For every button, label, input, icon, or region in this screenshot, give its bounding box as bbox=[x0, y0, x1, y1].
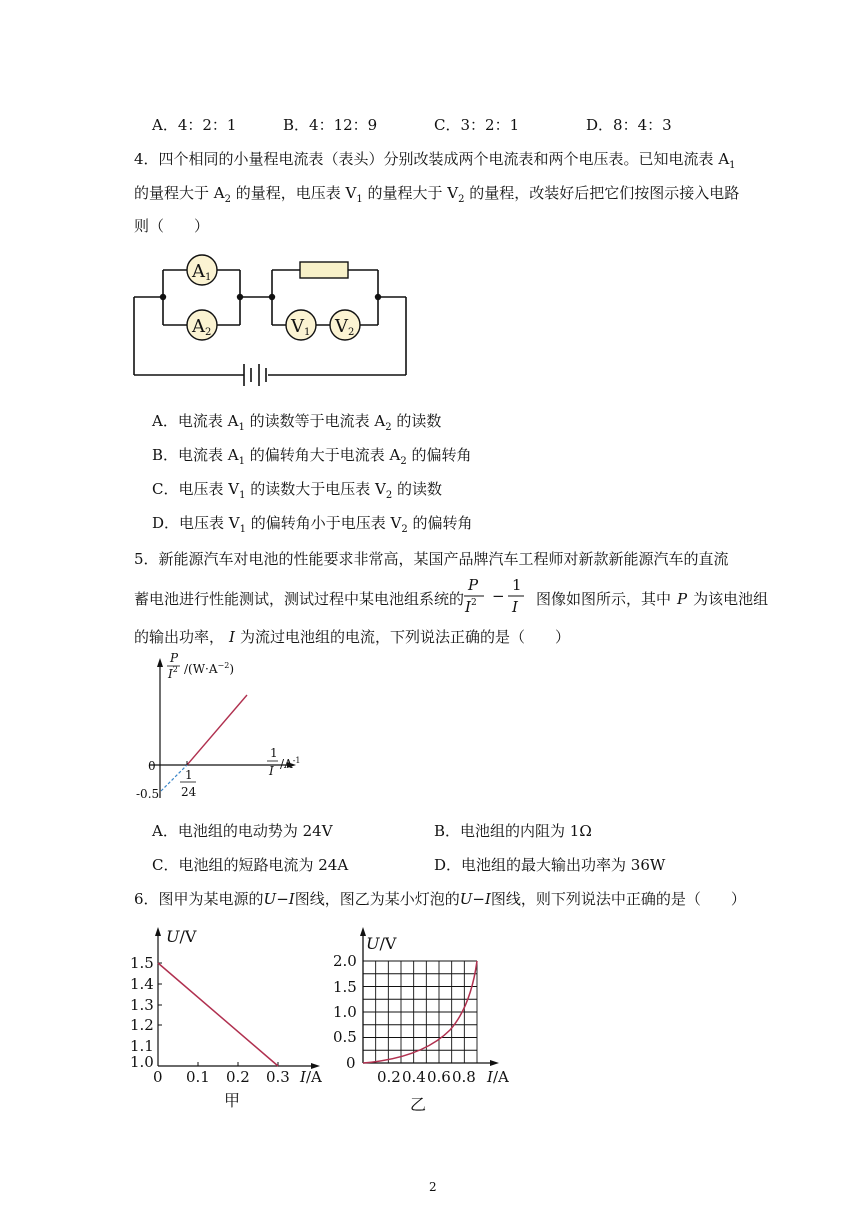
svg-text:甲: 甲 bbox=[224, 1091, 241, 1110]
q4-stem-line-2: 的量程大于 $A_2$ 的量程，电压表 $V_1$ 的量程大于 $V_2$ 的量程，改装好后把它们按图示接入电路 bbox=[134, 184, 740, 205]
svg-text:1.1: 1.1 bbox=[130, 1037, 154, 1055]
svg-text:0.5: 0.5 bbox=[333, 1028, 357, 1046]
svg-text:0.8: 0.8 bbox=[452, 1068, 476, 1086]
q6-graph-right bbox=[330, 920, 530, 1120]
svg-text:−: − bbox=[492, 587, 505, 605]
svg-text:24: 24 bbox=[181, 785, 197, 799]
svg-text:I2: $I^2$ bbox=[465, 598, 477, 616]
svg-text:0.1: 0.1 bbox=[186, 1068, 210, 1086]
svg-text:0: 0 bbox=[153, 1068, 163, 1086]
q5-option-c: C．电池组的短路电流为 24A bbox=[152, 856, 349, 874]
svg-text:2.0: 2.0 bbox=[333, 952, 357, 970]
svg-text:I: I bbox=[512, 598, 518, 616]
q6-stem: 6．图甲为某电源的U−I图线，图乙为某小灯泡的U−I图线，则下列说法中正确的是（ ） bbox=[134, 890, 746, 908]
svg-text:1.5: 1.5 bbox=[130, 954, 154, 972]
q4-stem-line-3: 则（ ） bbox=[134, 217, 210, 235]
grid bbox=[363, 961, 477, 1063]
q5-option-a: A．电池组的电动势为 24V bbox=[152, 822, 333, 840]
svg-text:0: 0 bbox=[148, 759, 156, 773]
svg-text:乙: 乙 bbox=[410, 1095, 427, 1114]
svg-text:1: 1 bbox=[270, 746, 278, 760]
prev-option-d: D．8：4：3 bbox=[586, 116, 672, 134]
q5-option-b: B．电池组的内阻为 1Ω bbox=[434, 822, 592, 840]
prev-option-c: C．3：2：1 bbox=[434, 116, 520, 134]
v2-label: V2 bbox=[335, 316, 355, 338]
svg-text:0.2: 0.2 bbox=[377, 1068, 401, 1086]
svg-text:-0.5: -0.5 bbox=[136, 787, 160, 801]
svg-text:1: 1 bbox=[512, 576, 522, 594]
q4-option-b: B．电流表 $A_1$ 的偏转角大于电流表 $A_2$ 的偏转角 bbox=[152, 446, 472, 467]
svg-text:1.5: 1.5 bbox=[333, 978, 357, 996]
q4-option-a: A．电流表 $A_1$ 的读数等于电流表 $A_2$ 的读数 bbox=[152, 412, 442, 433]
svg-text:I2: $I^2$ bbox=[168, 665, 178, 681]
q5-stem-line-1: 5．新能源汽车对电池的性能要求非常高，某国产品牌汽车工程师对新款新能源汽车的直流 bbox=[134, 550, 729, 568]
svg-text:1.3: 1.3 bbox=[130, 996, 154, 1014]
page-number: 2 bbox=[429, 1180, 437, 1194]
source-line bbox=[158, 963, 278, 1066]
data-line bbox=[187, 695, 247, 765]
svg-text:0.4: 0.4 bbox=[402, 1068, 426, 1086]
q5-option-d: D．电池组的最大输出功率为 36W bbox=[434, 856, 666, 874]
svg-text:0.3: 0.3 bbox=[266, 1068, 290, 1086]
svg-text:I/A: I/A bbox=[300, 1068, 322, 1086]
q4-stem-line-1: 4．四个相同的小量程电流表（表头）分别改装成两个电流表和两个电压表。已知电流表 $A_1$ bbox=[134, 150, 736, 171]
svg-text:I: I bbox=[269, 764, 274, 778]
q5-fraction-expression bbox=[460, 572, 540, 620]
q4-option-c: C．电压表 $V_1$ 的读数大于电压表 $V_2$ 的读数 bbox=[152, 480, 442, 501]
q4-option-d: D．电压表 $V_1$ 的偏转角小于电压表 $V_2$ 的偏转角 bbox=[152, 514, 473, 535]
svg-text:1: 1 bbox=[185, 768, 193, 782]
svg-text:/A-1: $/A^{-1}$ bbox=[280, 756, 301, 771]
q5-graph bbox=[130, 648, 310, 808]
prev-option-b: B．4：12：9 bbox=[283, 116, 378, 134]
q5-stem-line-2: 蓄电池进行性能测试，测试过程中某电池组系统的 图像如图所示，其中 P 为该电池组 bbox=[134, 590, 769, 608]
resistor bbox=[300, 262, 348, 278]
v1-label: V1 bbox=[291, 316, 311, 338]
svg-text:I/A: I/A bbox=[487, 1068, 509, 1086]
q6-graph-left bbox=[120, 920, 340, 1120]
a2-label: A2 bbox=[192, 316, 212, 338]
svg-text:P: P bbox=[468, 576, 479, 594]
battery-symbol bbox=[244, 364, 266, 386]
svg-text:/(W·A−2): $/(W\cdot A^{-2})$ bbox=[184, 661, 235, 676]
svg-text:P: P bbox=[170, 651, 179, 665]
svg-text:0.6: 0.6 bbox=[427, 1068, 451, 1086]
svg-text:1.0: 1.0 bbox=[130, 1053, 154, 1071]
svg-text:1.2: 1.2 bbox=[130, 1016, 154, 1034]
svg-text:U/V: U/V bbox=[166, 927, 197, 946]
svg-text:1.0: 1.0 bbox=[333, 1003, 357, 1021]
prev-option-a: A．4：2：1 bbox=[152, 116, 237, 134]
q5-stem-line-3: 的输出功率， I 为流过电池组的电流，下列说法正确的是（ ） bbox=[134, 628, 570, 646]
svg-text:U/V: U/V bbox=[366, 934, 397, 953]
a1-label: A1 bbox=[192, 261, 212, 283]
svg-text:0.2: 0.2 bbox=[226, 1068, 250, 1086]
q4-circuit-diagram bbox=[0, 0, 868, 400]
svg-text:1.4: 1.4 bbox=[130, 975, 154, 993]
svg-text:0: 0 bbox=[346, 1054, 356, 1072]
